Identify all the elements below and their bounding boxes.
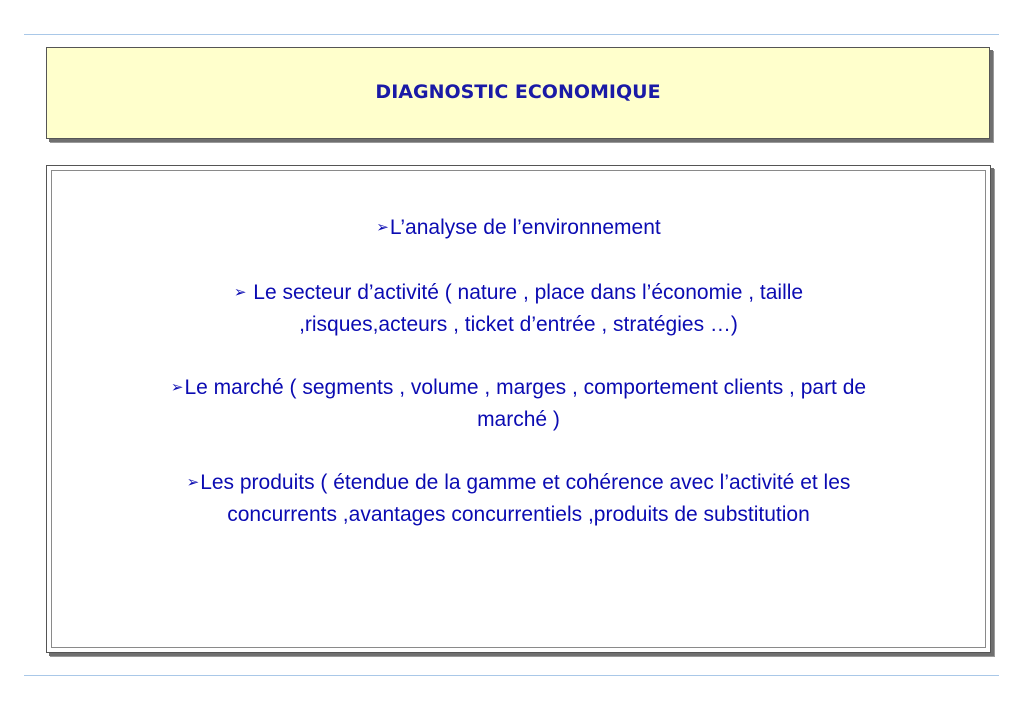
bullet-text-line: marché )	[477, 408, 560, 431]
bullet-products	[68, 467, 969, 531]
bottom-divider-line	[24, 675, 999, 676]
arrow-bullet-icon: ➢	[170, 379, 184, 396]
content-panel-inner-border	[51, 170, 986, 648]
slide-title: DIAGNOSTIC ECONOMIQUE	[375, 81, 661, 103]
bullet-market	[68, 372, 969, 436]
bullet-environment-analysis	[68, 212, 969, 244]
title-banner	[46, 47, 990, 139]
arrow-bullet-icon: ➢	[233, 284, 247, 301]
bullet-text-line: Le marché ( segments , volume , marges , comportement clients , part de	[184, 376, 867, 399]
bullet-text-line: Les produits ( étendue de la gamme et cohérence avec l’activité et les	[200, 471, 851, 494]
top-divider-line	[24, 34, 999, 35]
content-panel	[46, 165, 991, 653]
bullet-business-sector	[68, 277, 969, 341]
bullet-text-line: Le secteur d’activité ( nature , place dans l’économie , taille	[247, 281, 804, 304]
arrow-bullet-icon: ➢	[186, 474, 200, 491]
bullet-text-line: concurrents ,avantages concurrentiels ,produits de substitution	[227, 503, 810, 526]
bullet-text-line: ,risques,acteurs , ticket d’entrée , stratégies …)	[299, 313, 738, 336]
bullet-text-line: L’analyse de l’environnement	[389, 216, 661, 239]
arrow-bullet-icon: ➢	[376, 219, 389, 236]
